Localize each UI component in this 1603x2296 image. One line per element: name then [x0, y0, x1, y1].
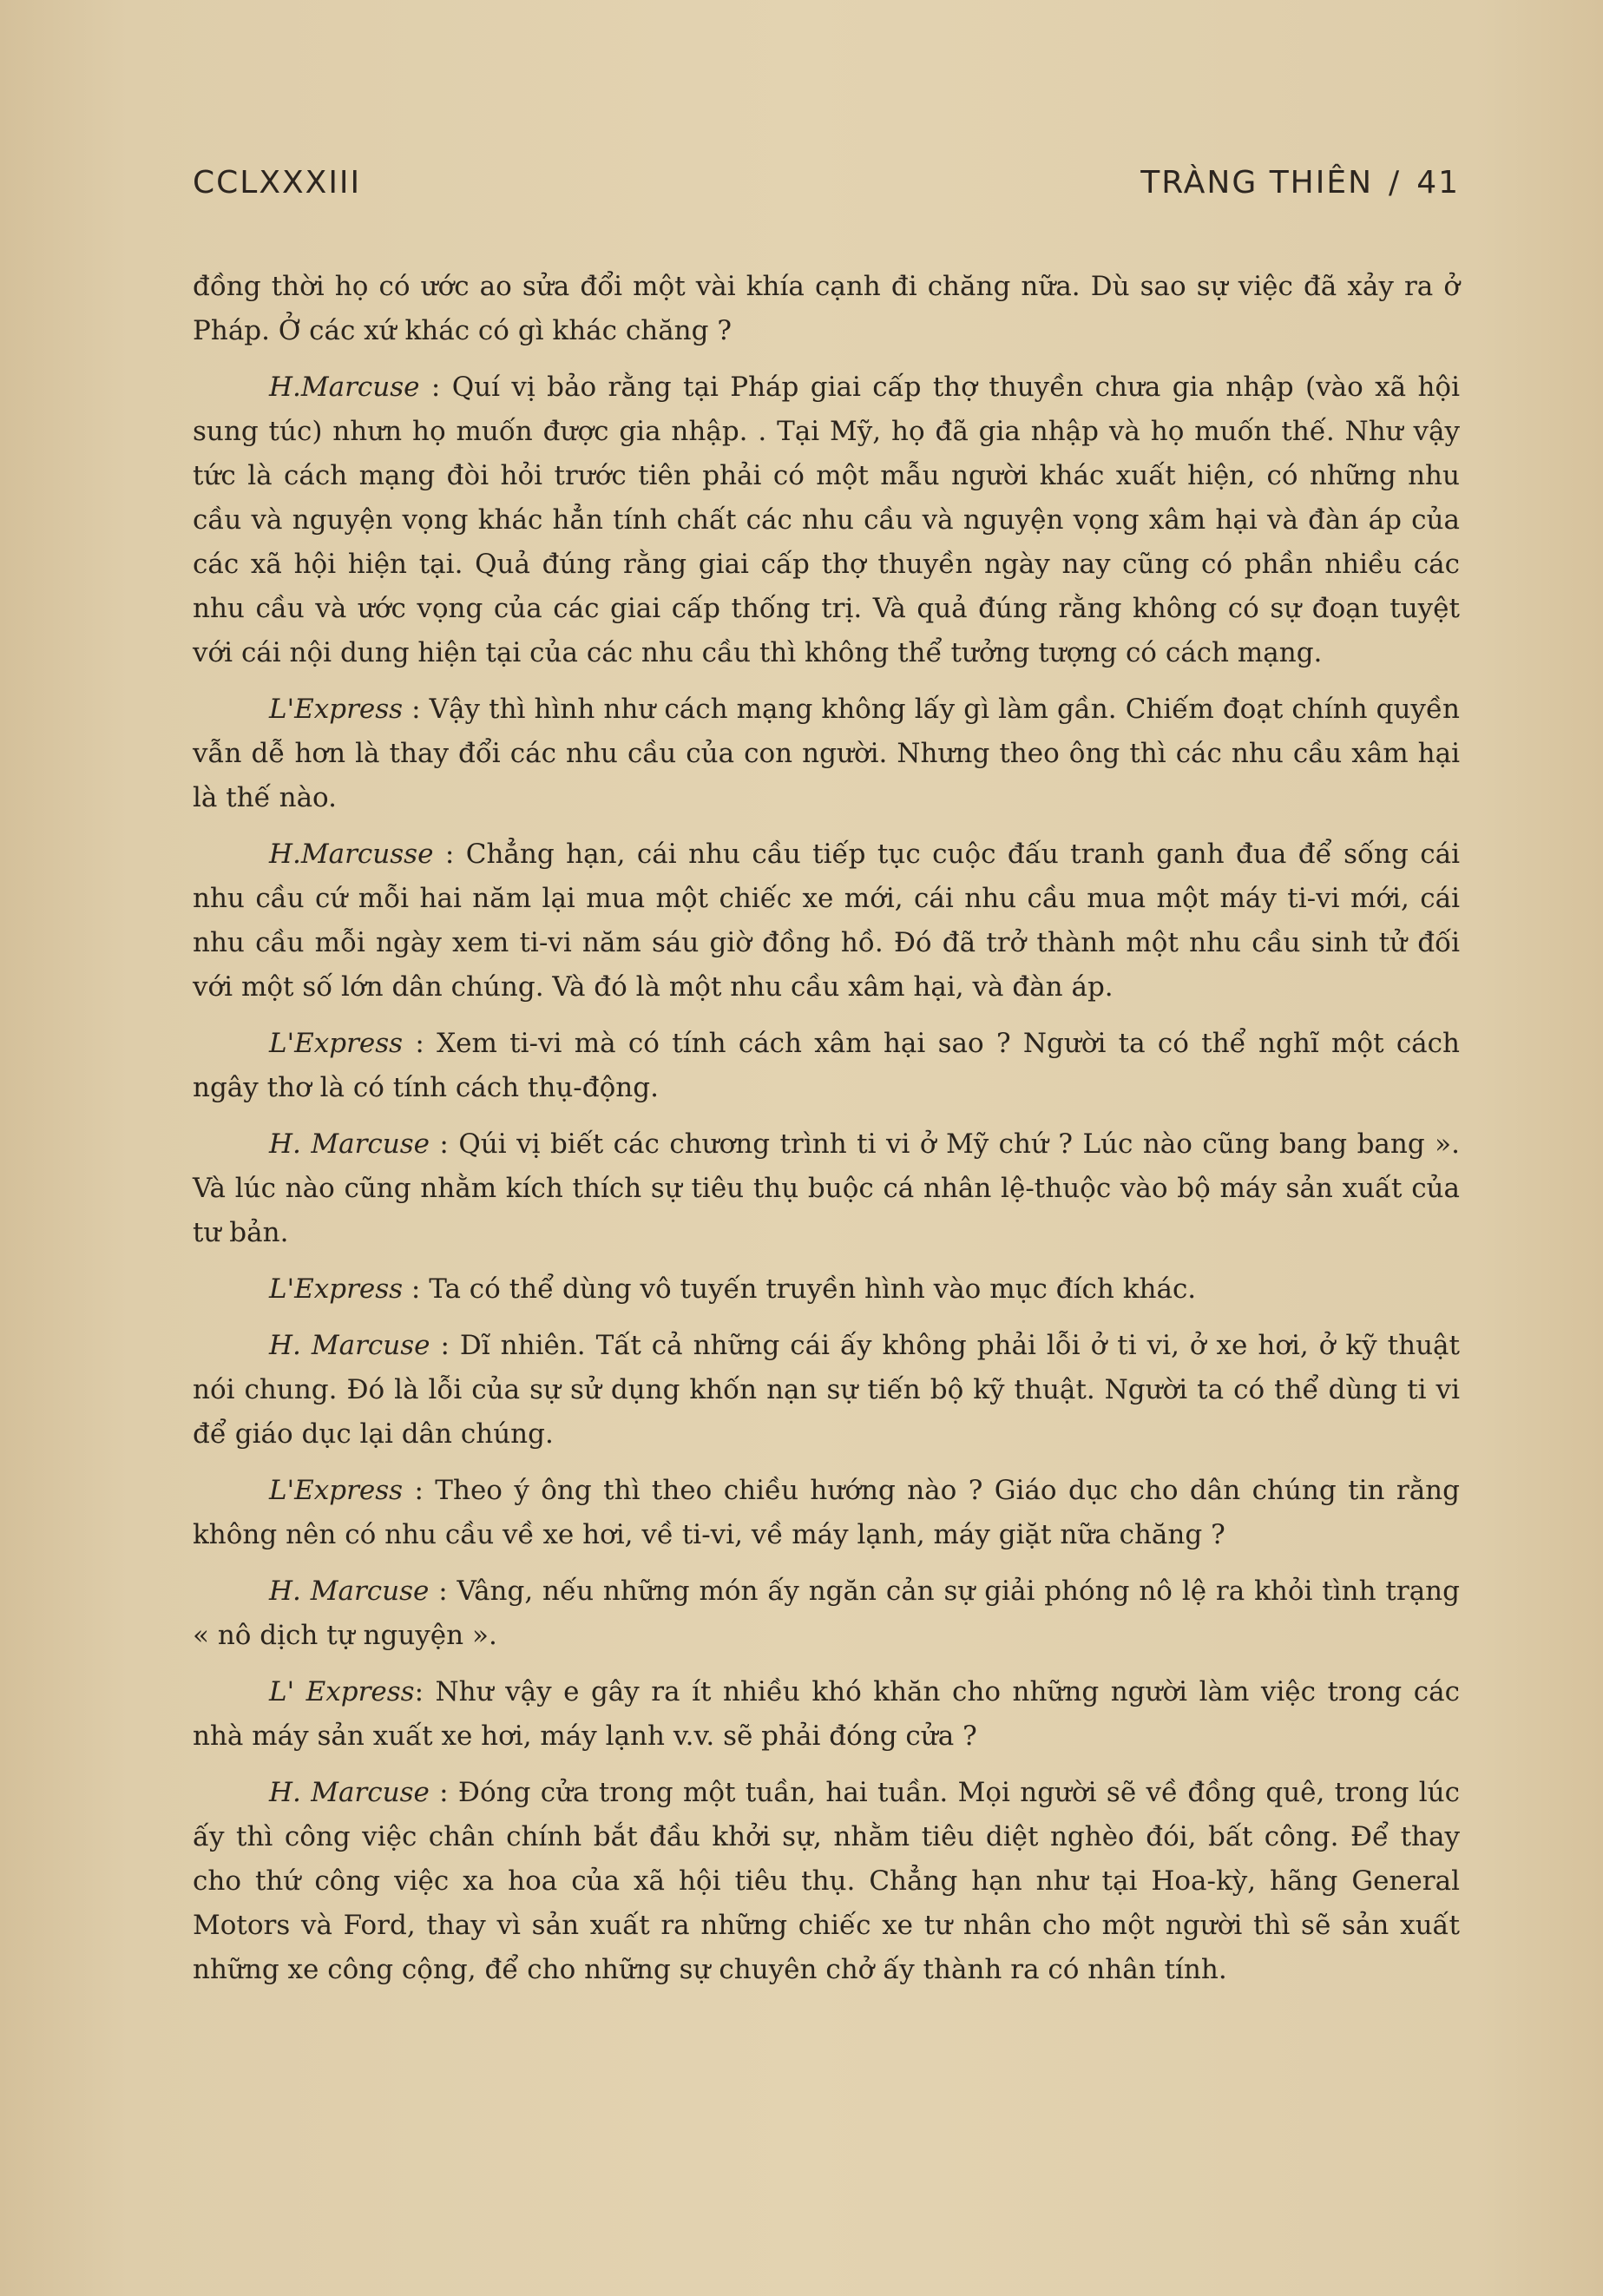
paragraph-text: : Đóng cửa trong một tuần, hai tuần. Mọi người sẽ về đồng quê, trong lúc ấy thì công việc chân chính bắt đầu khởi sự, nhằm tiêu diệt nghèo đói, bất công. Để thay cho thứ công việc xa hoa của xã hội tiêu thụ. Chẳng hạn như tại Hoa-kỳ, hãng General Motors và Ford, thay vì sản xuất ra những chiếc xe tư nhân cho một người thì sẽ sản xuất những xe công cộng, để cho những sự chuyên chở ấy thành ra có nhân tính.: [193, 1777, 1460, 1985]
paragraph: [193, 1771, 1460, 1992]
paragraph: [193, 1022, 1460, 1110]
speaker-name: L'Express: [269, 1028, 404, 1059]
paragraph: [193, 1569, 1460, 1658]
paragraph: [193, 1324, 1460, 1457]
running-title: TRÀNG THIÊN: [1140, 165, 1374, 201]
speaker-name: H. Marcuse: [269, 1128, 430, 1160]
paragraph-text: : Ta có thể dùng vô tuyến truyền hình vào mục đích khác.: [403, 1273, 1197, 1305]
paragraph-text: : Như vậy e gây ra ít nhiều khó khăn cho những người làm việc trong các nhà máy sản xuất xe hơi, máy lạnh v.v. sẽ phải đóng cửa ?: [193, 1676, 1460, 1752]
page-number: 41: [1416, 165, 1460, 201]
paragraph-text: : Xem ti-vi mà có tính cách xâm hại sao ? Người ta có thể nghĩ một cách ngây thơ là có tính cách thụ-động.: [193, 1028, 1460, 1103]
paragraph-text: : Chẳng hạn, cái nhu cầu tiếp tục cuộc đấu tranh ganh đua để sống cái nhu cầu cứ mỗi hai năm lại mua một chiếc xe mới, cái nhu cầu mua một máy ti-vi mới, cái nhu cầu mỗi ngày xem ti-vi năm sáu giờ đồng hồ. Đó đã trở thành một nhu cầu sinh tử đối với một số lớn dân chúng. Và đó là một nhu cầu xâm hại, và đàn áp.: [193, 839, 1460, 1003]
paragraph-text: : Qúi vị biết các chương trình ti vi ở Mỹ chứ ? Lúc nào cũng bang bang ». Và lúc nào cũng nhằm kích thích sự tiêu thụ buộc cá nhân lệ-thuộc vào bộ máy sản xuất của tư bản.: [193, 1128, 1460, 1248]
speaker-name: L'Express: [269, 1475, 404, 1506]
paragraph-text: đồng thời họ có ước ao sửa đổi một vài khía cạnh đi chăng nữa. Dù sao sự việc đã xảy ra ở Pháp. Ở các xứ khác có gì khác chăng ?: [193, 271, 1460, 346]
speaker-name: H. Marcuse: [269, 1330, 430, 1361]
body-text: [193, 265, 1460, 2004]
chapter-number: CCLXXXIII: [193, 165, 362, 201]
paragraph: [193, 1122, 1460, 1255]
paragraph: [193, 265, 1460, 353]
paragraph: [193, 1670, 1460, 1759]
speaker-name: H. Marcuse: [269, 1777, 430, 1808]
paragraph-text: : Quí vị bảo rằng tại Pháp giai cấp thợ thuyền chưa gia nhập (vào xã hội sung túc) nhưn họ muốn được gia nhập. . Tại Mỹ, họ đã gia nhập và họ muốn thế. Như vậy tức là cách mạng đòi hỏi trước tiên phải có một mẫu người khác xuất hiện, có những nhu cầu và nguyện vọng khác hẳn tính chất các nhu cầu và nguyện vọng xâm hại và đàn áp của các xã hội hiện tại. Quả đúng rằng giai cấp thợ thuyền ngày nay cũng có phần nhiều các nhu cầu và ước vọng của các giai cấp thống trị. Và quả đúng rằng không có sự đoạn tuyệt với cái nội dung hiện tại của các nhu cầu thì không thể tưởng tượng có cách mạng.: [193, 372, 1460, 668]
running-title-group: [1140, 165, 1460, 201]
paragraph: [193, 832, 1460, 1010]
paragraph: [193, 687, 1460, 820]
speaker-name: H.Marcuse: [269, 372, 420, 403]
title-separator: /: [1389, 165, 1402, 201]
paragraph: [193, 1267, 1460, 1312]
speaker-name: H. Marcuse: [269, 1576, 430, 1607]
paragraph-text: : Dĩ nhiên. Tất cả những cái ấy không phải lỗi ở ti vi, ở xe hơi, ở kỹ thuật nói chung. Đó là lỗi của sự sử dụng khốn nạn sự tiến bộ kỹ thuật. Người ta có thể dùng ti vi để giáo dục lại dân chúng.: [193, 1330, 1460, 1450]
speaker-name: L' Express: [269, 1676, 415, 1707]
speaker-name: L'Express: [269, 1273, 404, 1305]
paragraph-text: : Vâng, nếu những món ấy ngăn cản sự giải phóng nô lệ ra khỏi tình trạng « nô dịch tự nguyện ».: [193, 1576, 1460, 1651]
paragraph-text: : Vậy thì hình như cách mạng không lấy gì làm gần. Chiếm đoạt chính quyền vẫn dễ hơn là thay đổi các nhu cầu của con người. Nhưng theo ông thì các nhu cầu xâm hại là thế nào.: [193, 694, 1460, 813]
speaker-name: L'Express: [269, 694, 404, 725]
running-header: [193, 165, 1460, 201]
speaker-name: H.Marcusse: [269, 839, 434, 870]
paragraph: [193, 365, 1460, 675]
paragraph: [193, 1469, 1460, 1557]
paragraph-text: : Theo ý ông thì theo chiều hướng nào ? Giáo dục cho dân chúng tin rằng không nên có nhu cầu về xe hơi, về ti-vi, về máy lạnh, máy giặt nữa chăng ?: [193, 1475, 1460, 1550]
